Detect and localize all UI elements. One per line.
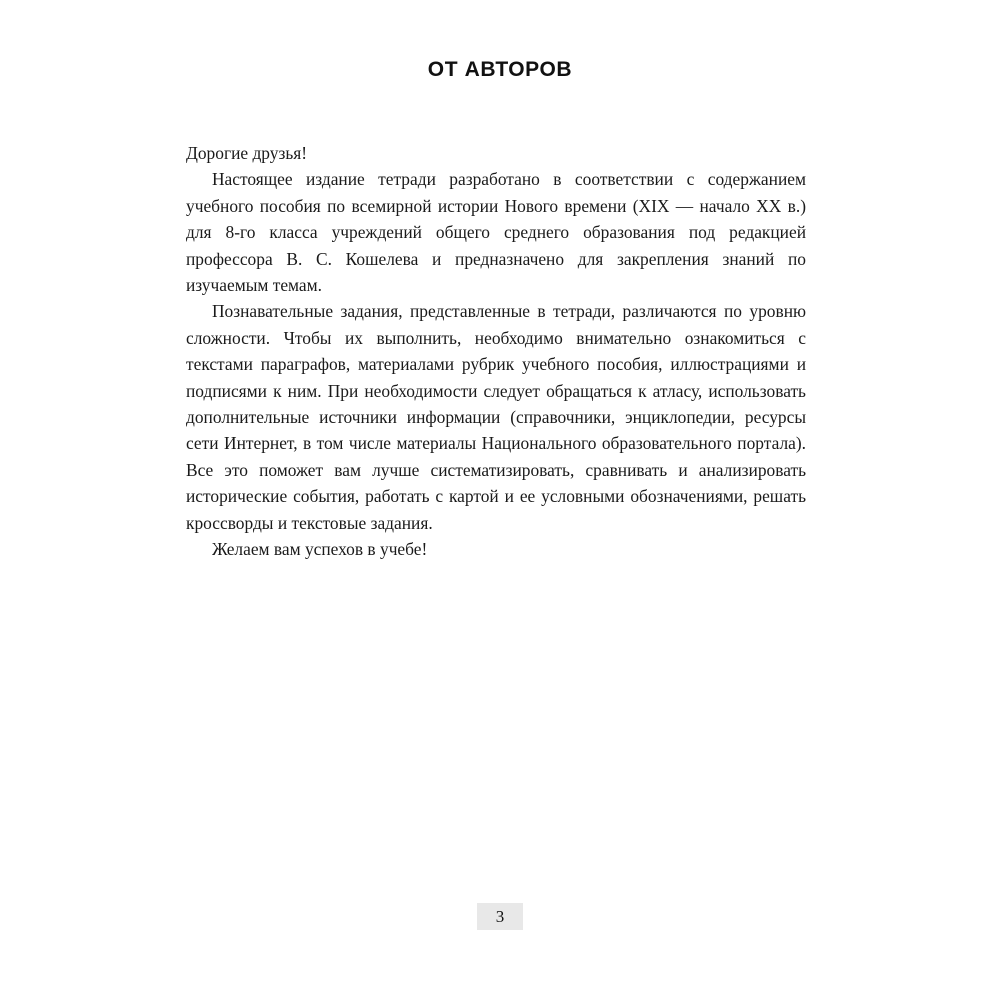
page-title: ОТ АВТОРОВ [427, 58, 573, 81]
paragraph-edition-description: Настоящее издание тетради разработано в соответствии с содержанием учебного пособия по всемирной истории Нового времени (XIX — начало XX в.) для 8-го класса учреждений общего среднего образования под редакцией профессора В. С. Кошелева и предназначено для закрепления знаний по изучаемым темам. [186, 169, 806, 296]
page-number-container [0, 903, 1000, 930]
body-text [186, 140, 806, 563]
paragraph-tasks-description: Познавательные задания, представленные в тетради, различаются по уровню сложности. Чтобы их выполнить, необходимо внимательно ознакомиться с текстами параграфов, материалами рубрик учебного пособия, иллюстрациями и подписями к ним. При необходимости следует обращаться к атласу, использовать дополнительные источники информации (справочники, энциклопедии, ресурсы сети Интернет, в том числе материалы Национального образовательного портала). Все это поможет вам лучше систематизировать, сравнивать и анализировать исторические события, работать с картой и ее условными обозначениями, решать кроссворды и текстовые задания. [186, 301, 806, 533]
page-number: 3 [477, 903, 523, 930]
paragraph-greeting: Дорогие друзья! [186, 143, 308, 163]
paragraph-closing-wish: Желаем вам успехов в учебе! [212, 539, 428, 560]
